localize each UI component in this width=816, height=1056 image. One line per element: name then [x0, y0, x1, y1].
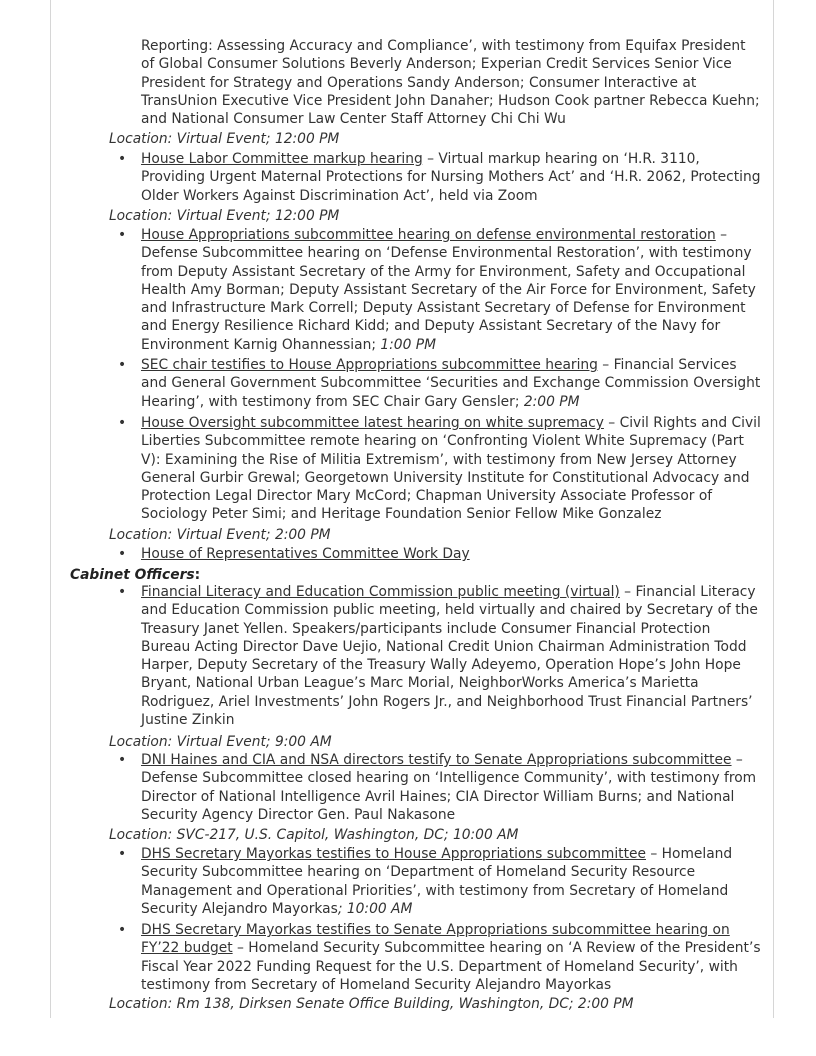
bullet-marker — [118, 545, 126, 563]
list-item — [141, 414, 763, 524]
bullet-marker — [118, 921, 126, 939]
event-link[interactable]: SEC chair testifies to House Appropriations subcommittee hearing — [141, 357, 598, 373]
event-time: 2:00 PM — [523, 393, 580, 410]
list-item — [141, 845, 763, 918]
event-link[interactable]: DHS Secretary Mayorkas testifies to House Appropriations subcommittee — [141, 846, 646, 862]
event-location: Location: Rm 138, Dirksen Senate Office Building, Washington, DC; 2:00 PM — [109, 996, 634, 1012]
list-item — [141, 545, 763, 563]
list-item — [141, 751, 763, 824]
list-item — [141, 583, 763, 729]
event-time: 1:00 PM — [380, 336, 436, 353]
event-link[interactable]: House Oversight subcommittee latest hearing on white supremacy — [141, 415, 604, 431]
event-location: Location: Virtual Event; 2:00 PM — [109, 527, 331, 543]
item-body: – Civil Rights and Civil Liberties Subcommittee remote hearing on ‘Confronting Violent White Supremacy (Part V): Examining the Rise of Militia Extremism’, with testimony from New Jersey Attorney General Gurbir Grewal; Georgetown University Institute for Constitutional Advocacy and Protection Legal Director Mary McCord; Chapman University Associate Professor of Sociology Peter Simi; and Heritage Foundation Senior Fellow Mike Gonzalez — [141, 415, 761, 523]
bullet-marker — [118, 226, 126, 244]
bullet-marker — [118, 751, 126, 769]
section-title: Cabinet Officers — [70, 567, 195, 583]
bullet-marker — [118, 845, 126, 863]
item-body: – Financial Services and General Government Subcommittee ‘Securities and Exchange Commission Oversight Hearing’, with testimony from SEC Chair Gary Gensler; — [141, 357, 761, 410]
event-link[interactable]: House Labor Committee markup hearing — [141, 151, 423, 167]
bullet-marker — [118, 583, 126, 601]
list-item — [141, 226, 763, 354]
left-margin-rule — [50, 0, 51, 1018]
item-body: – Homeland Security Subcommittee hearing on ‘Department of Homeland Security Resource Management and Operational Priorities’, with testimony from Secretary of Homeland Security Alejandro Mayorkas — [141, 846, 733, 917]
item-body: – Defense Subcommittee hearing on ‘Defense Environmental Restoration’, with testimony from Deputy Assistant Secretary of the Army for Environment, Safety and Occupational Health Amy Borman; Deputy Assistant Secretary of the Air Force for Environment, Safety and Infrastructure Mark Correll; Deputy Assistant Secretary of Defense for Environment and Energy Resilience Richard Kidd; and Deputy Assistant Secretary of the Navy for Environment Karnig Ohannessian; — [141, 227, 756, 353]
item-body: – Defense Subcommittee closed hearing on ‘Intelligence Community’, with testimony from Director of National Intelligence Avril Haines; CIA Director William Burns; and National Security Agency Director Gen. Paul Nakasone — [141, 752, 757, 823]
section-heading — [70, 566, 200, 584]
item-body: – Homeland Security Subcommittee hearing on ‘A Review of the President’s Fiscal Year 2022 Funding Request for the U.S. Department of Homeland Security’, with testimony from Secretary of Homeland Security Alejandro Mayorkas — [141, 940, 761, 993]
event-location: Location: Virtual Event; 12:00 PM — [109, 208, 340, 224]
event-link[interactable]: House Appropriations subcommittee hearing on defense environmental restoration — [141, 227, 716, 243]
event-time: ; 10:00 AM — [337, 900, 413, 917]
bullet-marker — [118, 414, 126, 432]
list-item — [141, 37, 763, 128]
item-body: Reporting: Assessing Accuracy and Compliance’, with testimony from Equifax President of Global Consumer Solutions Beverly Anderson; Experian Credit Services Senior Vice President for Strategy and Operations Sandy Anderson; Consumer Interactive at TransUnion Executive Vice President John Danaher; Hudson Cook partner Rebecca Kuehn; and National Consumer Law Center Staff Attorney Chi Chi Wu — [141, 38, 760, 128]
bullet-marker — [118, 356, 126, 374]
event-location: Location: Virtual Event; 9:00 AM — [109, 734, 332, 750]
bullet-marker — [118, 150, 126, 168]
list-item — [141, 356, 763, 411]
section-colon: : — [194, 567, 201, 583]
event-link[interactable]: DNI Haines and CIA and NSA directors testify to Senate Appropriations subcommittee — [141, 752, 732, 768]
event-location: Location: Virtual Event; 12:00 PM — [109, 131, 340, 147]
event-link[interactable]: House of Representatives Committee Work Day — [141, 546, 470, 562]
right-margin-rule — [773, 0, 774, 1018]
list-item — [141, 921, 763, 994]
list-item — [141, 150, 763, 205]
event-link[interactable]: DHS Secretary Mayorkas testifies to Senate Appropriations subcommittee hearing on FY’22 budget — [141, 922, 730, 957]
item-body: – Financial Literacy and Education Commission public meeting, held virtually and chaired by Secretary of the Treasury Janet Yellen. Speakers/participants include Consumer Financial Protection Bureau Acting Director Dave Uejio, National Credit Union Chairman Administration Todd Harper, Deputy Secretary of the Treasury Wally Adeyemo, Operation Hope’s John Hope Bryant, National Urban League’s Marc Morial, NeighborWorks America’s Marietta Rodriguez, Ariel Investments’ John Rogers Jr., and Neighborhood Trust Financial Partners’ Justine Zinkin — [141, 584, 758, 729]
event-link[interactable]: Financial Literacy and Education Commission public meeting (virtual) — [141, 584, 620, 600]
event-location: Location: SVC-217, U.S. Capitol, Washington, DC; 10:00 AM — [109, 827, 519, 843]
item-body: – Virtual markup hearing on ‘H.R. 3110, Providing Urgent Maternal Protections for Nursing Mothers Act’ and ‘H.R. 2062, Protecting Older Workers Against Discrimination Act’, held via Zoom — [141, 151, 761, 204]
